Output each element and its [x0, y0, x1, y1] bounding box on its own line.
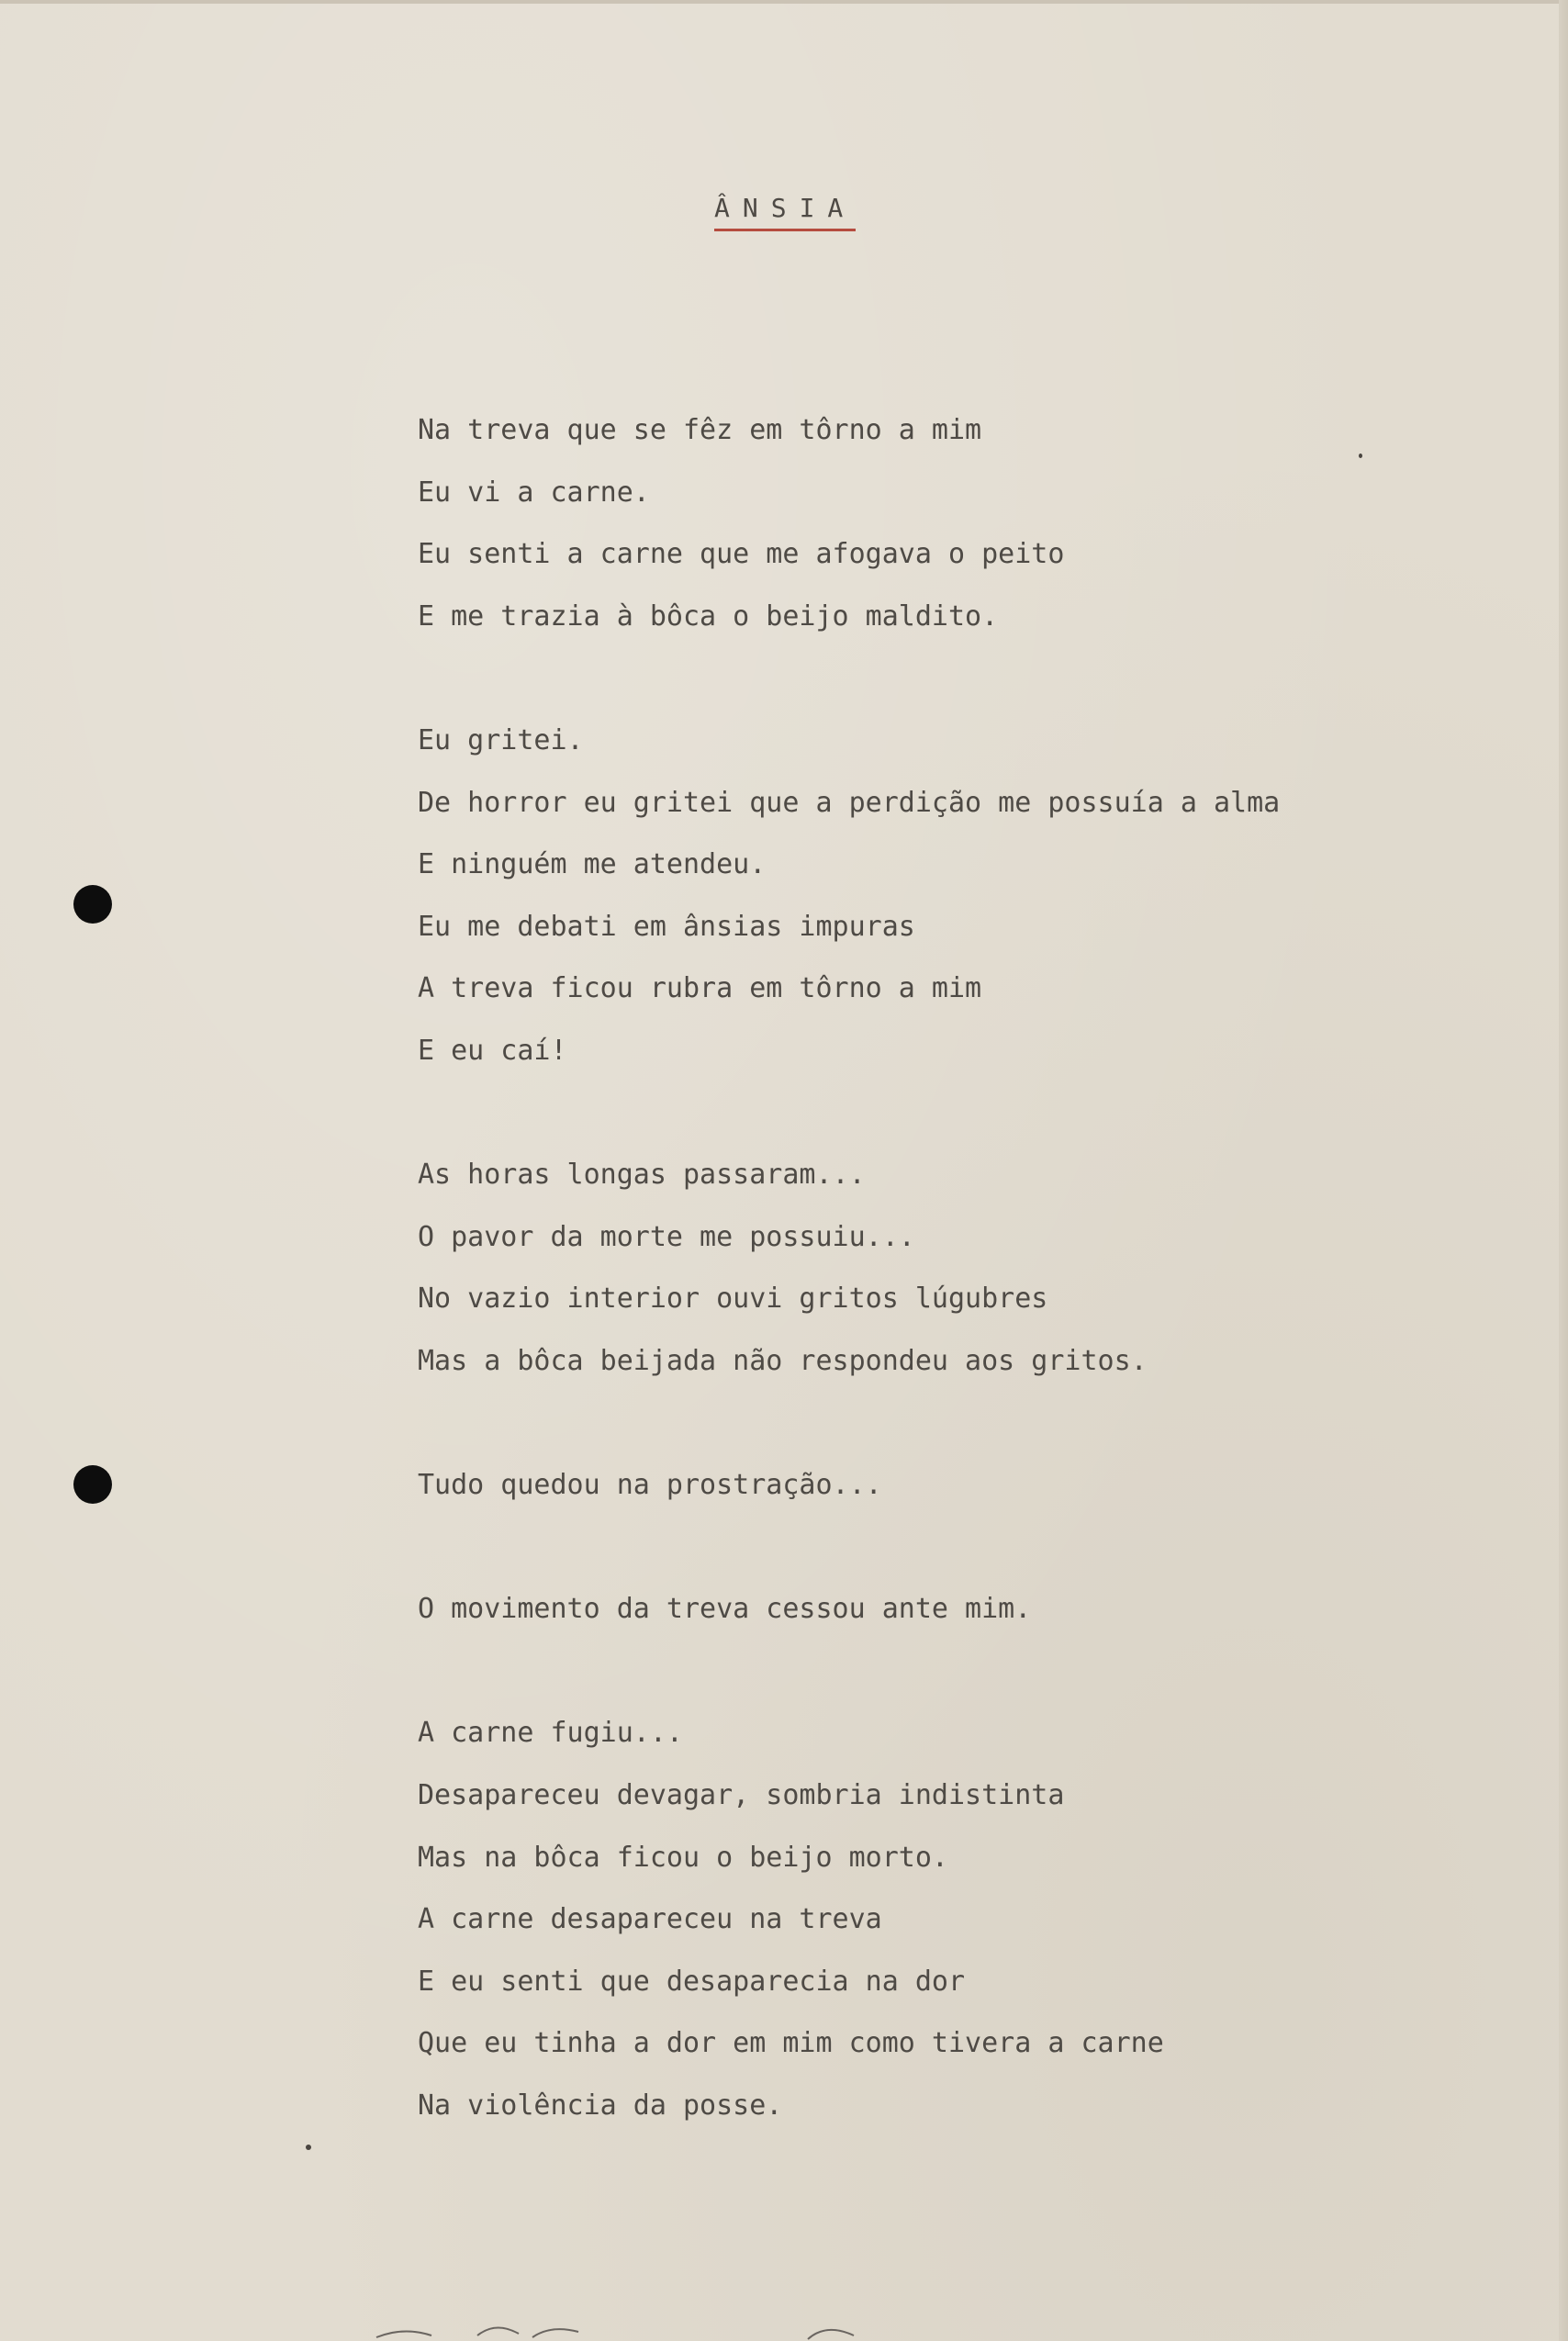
- poem-line: Que eu tinha a dor em mim como tivera a carne: [418, 2027, 1164, 2060]
- scrawl-stroke: [376, 2327, 854, 2339]
- poem-line: Mas na bôca ficou o beijo morto.: [418, 1841, 948, 1874]
- poem-line: Eu me debati em ânsias impuras: [418, 910, 915, 943]
- poem-body: [418, 411, 1280, 2149]
- poem-line: Na violência da posse.: [418, 2089, 783, 2123]
- punch-hole-upper: [73, 885, 112, 924]
- poem-line: No vazio interior ouvi gritos lúgubres: [418, 1283, 1048, 1316]
- page-right-edge: [1559, 0, 1568, 2341]
- poem-line: O movimento da treva cessou ante mim.: [418, 1593, 1032, 1626]
- stanza-5: [418, 1590, 1280, 1652]
- poem-line: A treva ficou rubra em tôrno a mim: [418, 972, 982, 1005]
- poem-line: Eu senti a carne que me afogava o peito: [418, 538, 1065, 571]
- poem-line: E me trazia à bôca o beijo maldito.: [418, 599, 999, 633]
- stanza-break: [418, 1405, 1280, 1467]
- stanza-break: [418, 1094, 1280, 1157]
- poem-line: Eu vi a carne.: [418, 476, 650, 509]
- poem-line: Na treva que se fêz em tôrno a mim: [418, 414, 982, 446]
- stanza-2: [418, 722, 1280, 1094]
- poem-title: ÂNSIA: [714, 193, 856, 231]
- poem-line: A carne desapareceu na treva: [418, 1903, 882, 1936]
- stanza-break: [418, 659, 1280, 722]
- poem-line: E eu caí!: [418, 1034, 567, 1067]
- poem-line: Mas a bôca beijada não respondeu aos gritos.: [418, 1344, 1148, 1377]
- ink-speck: [1359, 454, 1362, 458]
- stanza-4: [418, 1466, 1280, 1529]
- poem-line: Eu gritei.: [418, 723, 584, 756]
- poem-line: O pavor da morte me possuiu...: [418, 1220, 915, 1253]
- poem-line: A carne fugiu...: [418, 1717, 683, 1750]
- poem-line: De horror eu gritei que a perdição me possuía a alma: [418, 786, 1281, 819]
- poem-line: Desapareceu devagar, sombria indistinta: [418, 1779, 1065, 1812]
- page-top-edge: [0, 0, 1568, 4]
- stanza-3: [418, 1156, 1280, 1404]
- poem-line: E ninguém me atendeu.: [418, 848, 767, 881]
- poem-line: Tudo quedou na prostração...: [418, 1469, 882, 1502]
- stanza-6: [418, 1714, 1280, 2148]
- poem-line: E eu senti que desaparecia na dor: [418, 1965, 966, 1998]
- stanza-break: [418, 1529, 1280, 1591]
- ink-speck: [306, 2145, 311, 2150]
- poem-line: As horas longas passaram...: [418, 1159, 866, 1192]
- punch-hole-lower: [73, 1465, 112, 1504]
- stanza-1: [418, 411, 1280, 659]
- bottom-edge-scrawl: [367, 2313, 881, 2341]
- stanza-break: [418, 1652, 1280, 1715]
